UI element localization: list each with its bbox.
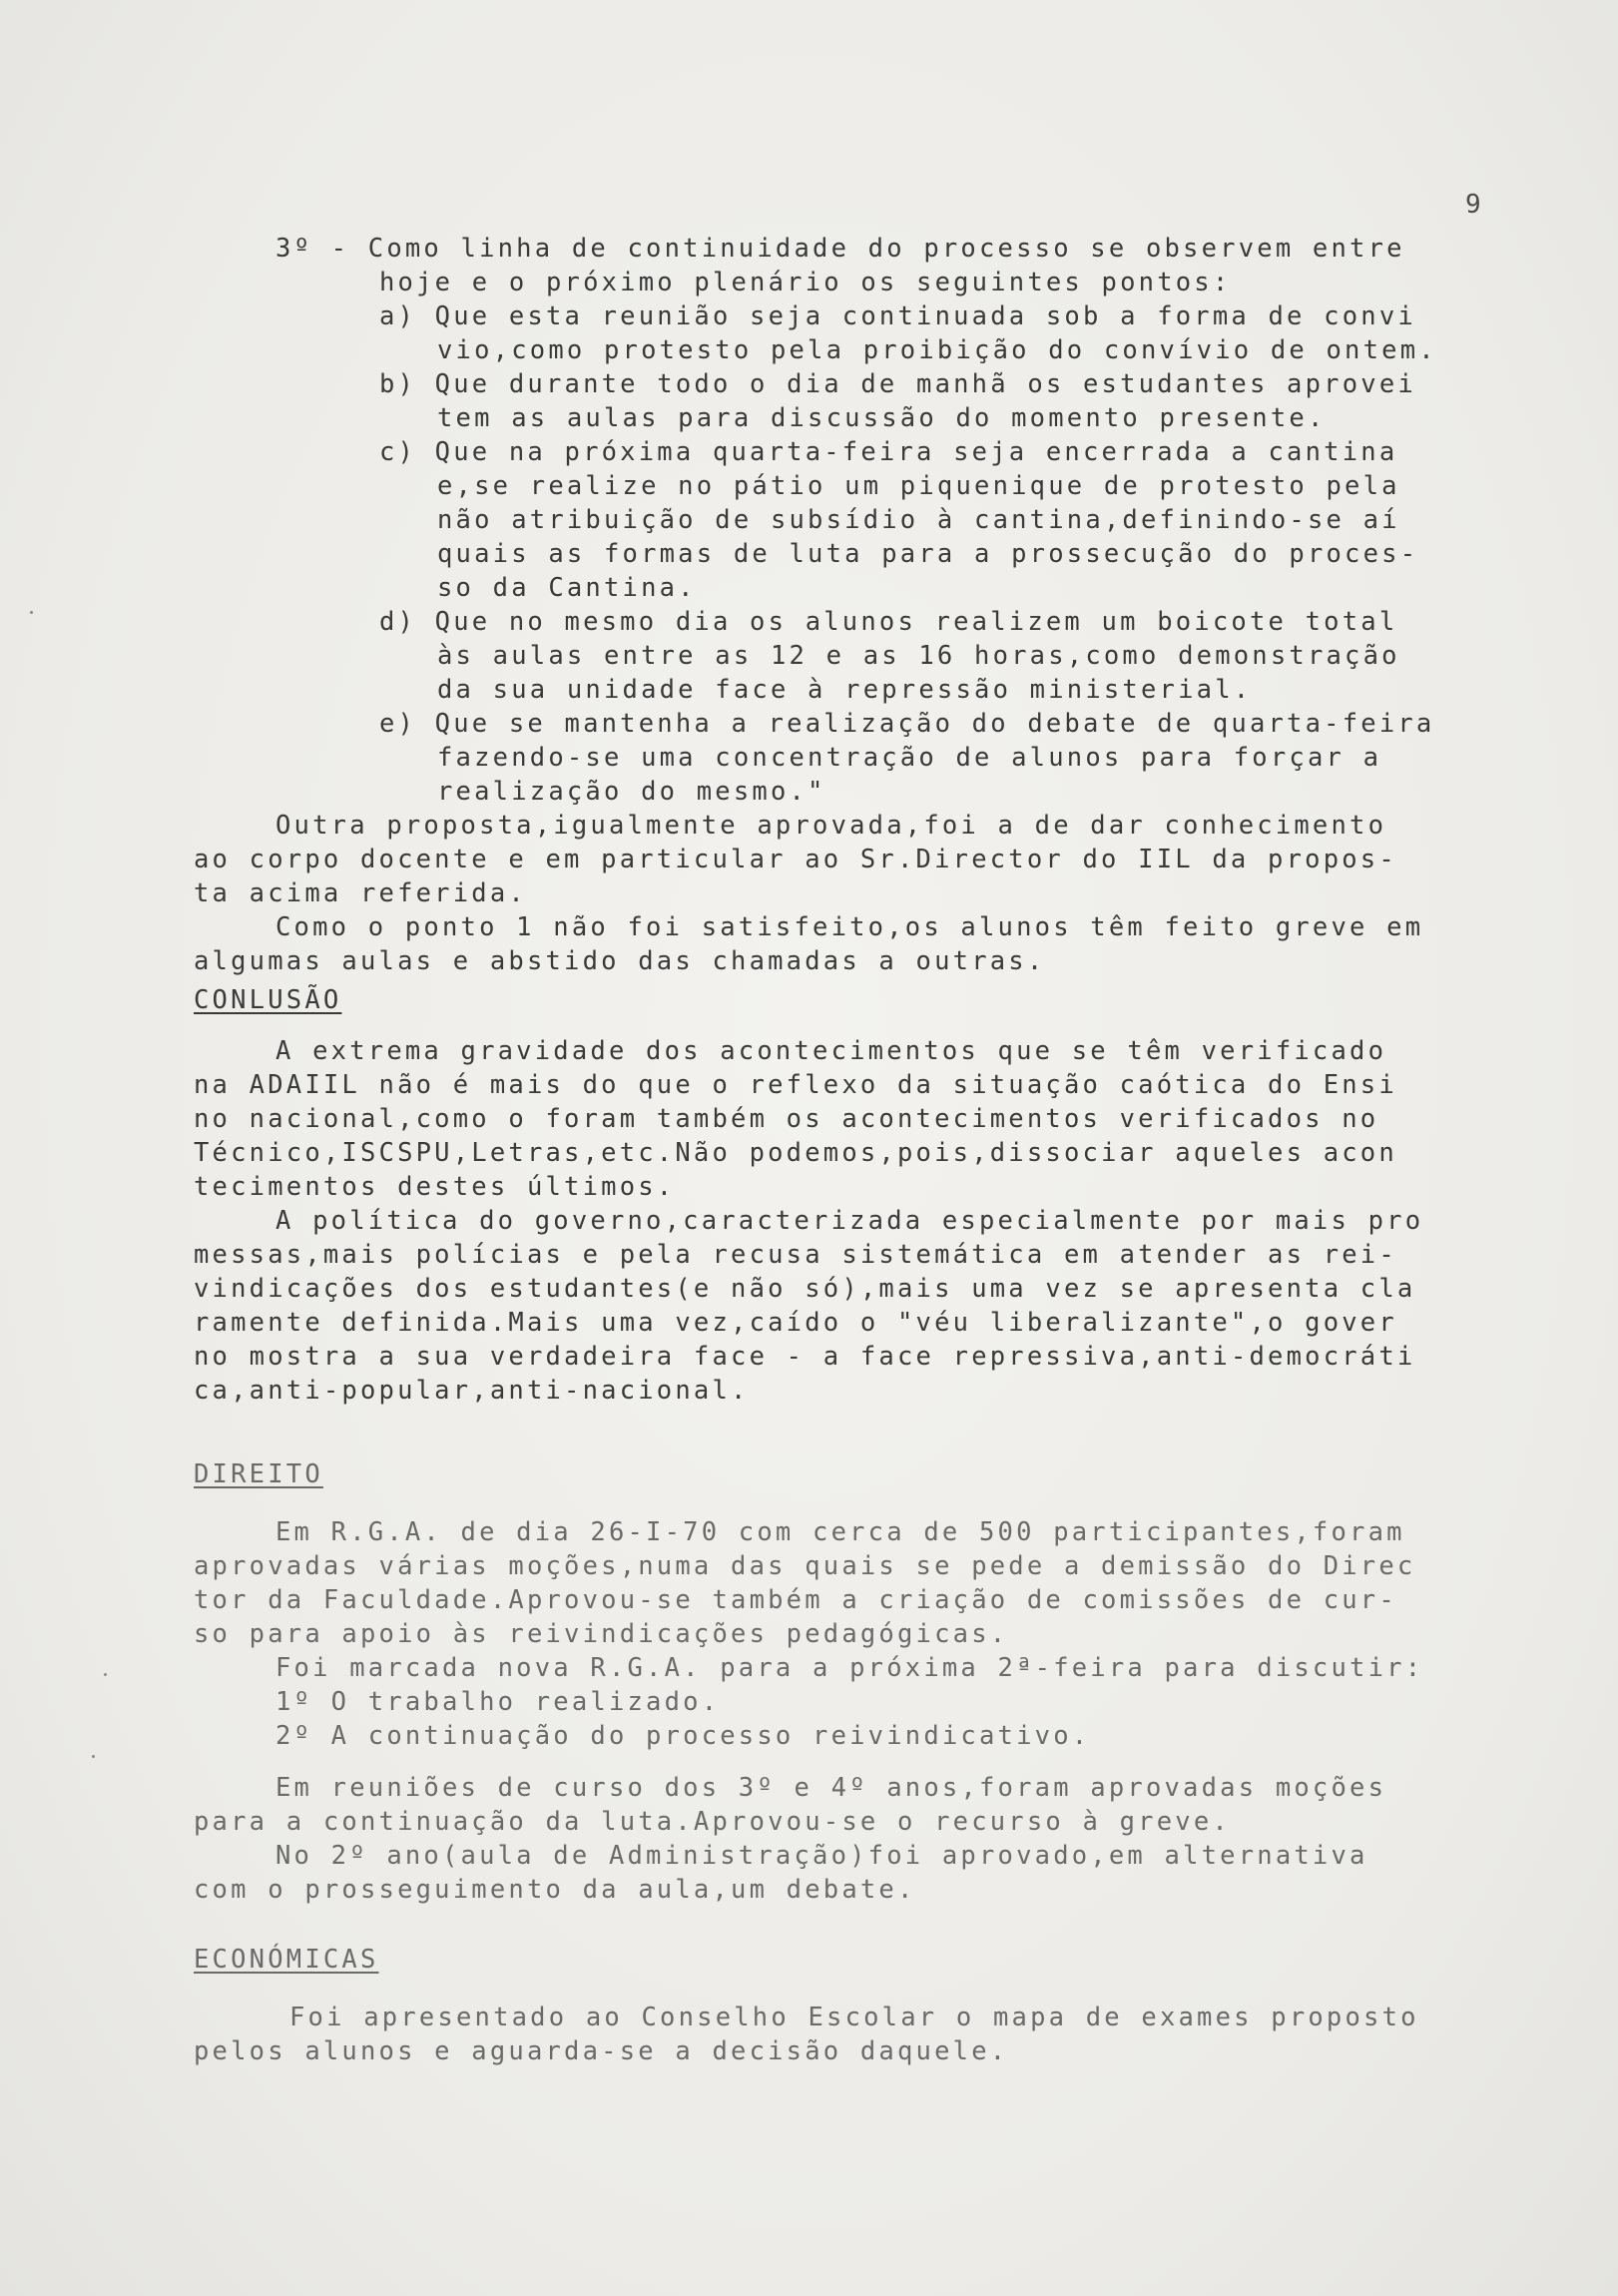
text-line: não atribuição de subsídio à cantina,definindo-se aí (437, 505, 1400, 535)
text-line: Em R.G.A. de dia 26-I-70 com cerca de 500 participantes,foram (275, 1517, 1405, 1547)
section-heading: CONLUSÃO (194, 985, 342, 1015)
text-line: vio,como protesto pela proibição do convívio de ontem. (437, 335, 1437, 365)
text-line: vindicações dos estudantes(e não só),mais uma vez se apresenta cla (194, 1274, 1416, 1304)
section-heading: ECONÓMICAS (194, 1945, 379, 1975)
paper-speck (104, 1673, 107, 1676)
text-line: b) Que durante todo o dia de manhã os estudantes aprovei (379, 369, 1416, 399)
text-line: so para apoio às reivindicações pedagógicas. (194, 1619, 1009, 1649)
text-line: e) Que se mantenha a realização do debate de quarta-feira (379, 709, 1435, 739)
paper-speck (30, 611, 33, 614)
text-line: Outra proposta,igualmente aprovada,foi a de dar conhecimento (275, 811, 1387, 841)
section-heading: DIREITO (194, 1459, 323, 1489)
text-line: no mostra a sua verdadeira face - a face repressiva,anti-democráti (194, 1342, 1416, 1372)
text-line: e,se realize no pátio um piquenique de protesto pela (437, 471, 1400, 501)
text-line: Como o ponto 1 não foi satisfeito,os alunos têm feito greve em (275, 912, 1424, 942)
text-line: quais as formas de luta para a prossecução do proces- (437, 539, 1419, 569)
text-line: para a continuação da luta.Aprovou-se o recurso à greve. (194, 1807, 1231, 1837)
text-line: Foi marcada nova R.G.A. para a próxima 2ª-feira para discutir: (275, 1653, 1424, 1683)
text-line: fazendo-se uma concentração de alunos para forçar a (437, 743, 1382, 773)
text-line: ca,anti-popular,anti-nacional. (194, 1376, 750, 1406)
text-line: realização do mesmo." (437, 777, 826, 807)
text-line: tor da Faculdade.Aprovou-se também a criação de comissões de cur- (194, 1585, 1397, 1615)
text-line: tecimentos destes últimos. (194, 1172, 676, 1202)
text-line: No 2º ano(aula de Administração)foi aprovado,em alternativa (275, 1841, 1368, 1871)
page-number: 9 (1465, 190, 1483, 220)
text-line: A política do governo,caracterizada especialmente por mais pro (275, 1206, 1424, 1236)
text-line: 3º - Como linha de continuidade do processo se observem entre (275, 234, 1405, 264)
text-line: ta acima referida. (194, 878, 527, 908)
text-line: pelos alunos e aguarda-se a decisão daquele. (194, 2036, 1009, 2066)
text-line: Técnico,ISCSPU,Letras,etc.Não podemos,pois,dissociar aqueles acon (194, 1138, 1397, 1168)
text-line: aprovadas várias moções,numa das quais se pede a demissão do Direc (194, 1551, 1416, 1581)
text-line: ramente definida.Mais uma vez,caído o "véu liberalizante",o gover (194, 1308, 1397, 1338)
text-line: algumas aulas e abstido das chamadas a outras. (194, 946, 1046, 976)
text-line: 2º A continuação do processo reivindicativo. (275, 1721, 1091, 1751)
text-line: às aulas entre as 12 e as 16 horas,como demonstração (437, 641, 1400, 671)
text-line: tem as aulas para discussão do momento presente. (437, 403, 1327, 433)
text-line: na ADAIIL não é mais do que o reflexo da situação caótica do Ensi (194, 1070, 1397, 1100)
text-line: hoje e o próximo plenário os seguintes pontos: (379, 268, 1232, 297)
text-line: d) Que no mesmo dia os alunos realizem um boicote total (379, 607, 1398, 637)
text-line: c) Que na próxima quarta-feira seja encerrada a cantina (379, 437, 1398, 467)
text-line: Foi apresentado ao Conselho Escolar o mapa de exames proposto (289, 2003, 1419, 2032)
paper-speck (92, 1755, 95, 1758)
text-line: ao corpo docente e em particular ao Sr.Director do IIL da propos- (194, 845, 1397, 874)
text-line: A extrema gravidade dos acontecimentos que se têm verificado (275, 1036, 1387, 1066)
text-line: com o prosseguimento da aula,um debate. (194, 1875, 916, 1905)
text-line: da sua unidade face à repressão ministerial. (437, 675, 1253, 705)
text-line: so da Cantina. (437, 573, 697, 603)
text-line: 1º O trabalho realizado. (275, 1687, 721, 1717)
text-line: messas,mais polícias e pela recusa sistemática em atender as rei- (194, 1240, 1397, 1270)
text-line: no nacional,como o foram também os acontecimentos verificados no (194, 1104, 1379, 1134)
text-line: Em reuniões de curso dos 3º e 4º anos,foram aprovadas moções (275, 1773, 1387, 1803)
text-line: a) Que esta reunião seja continuada sob a forma de convi (379, 301, 1416, 331)
